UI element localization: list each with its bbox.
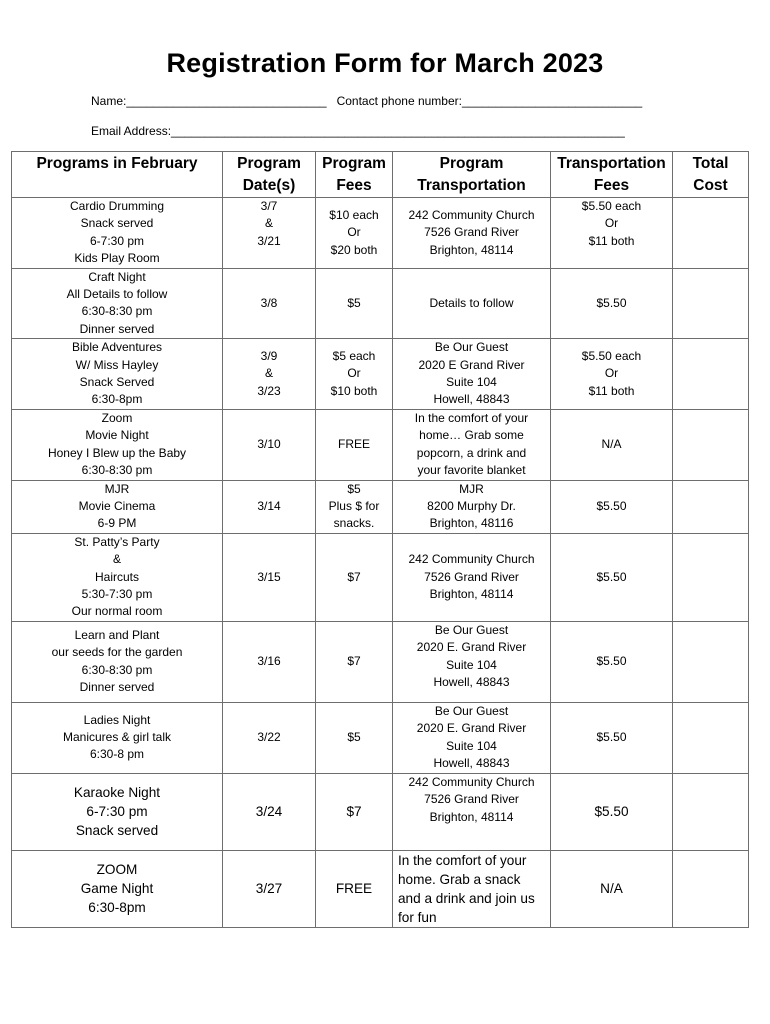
header-text: Fees — [336, 177, 372, 194]
cell-text: Howell, 48843 — [433, 674, 510, 689]
cell-text: 5:30-7:30 pm — [81, 586, 153, 601]
cell-text: Haircuts — [94, 569, 139, 584]
transport-fees-cell — [551, 621, 673, 702]
cell-text: FREE — [337, 436, 370, 451]
cell-text: Or — [347, 225, 361, 240]
cell-text: popcorn, a drink and — [416, 445, 527, 460]
table-row — [12, 268, 749, 339]
total-cost-input[interactable] — [673, 773, 749, 850]
fees-cell — [316, 850, 393, 927]
transport-fees-cell — [551, 773, 673, 850]
total-cost-input[interactable] — [673, 198, 749, 269]
registration-table — [11, 151, 749, 928]
cell-text: our seeds for the garden — [51, 645, 183, 660]
table-body — [12, 198, 749, 928]
cell-text: 6:30-8 pm — [89, 747, 145, 762]
cell-text: 3/23 — [257, 383, 281, 398]
cell-text: $5.50 — [596, 654, 627, 669]
cell-text: & — [112, 552, 121, 567]
table-row — [12, 480, 749, 533]
cell-text: Brighton, 48116 — [429, 516, 514, 531]
cell-text: Or — [604, 216, 619, 231]
transport-fees-cell — [551, 409, 673, 480]
cell-text: & — [264, 216, 273, 231]
program-cell — [12, 339, 223, 410]
table-row — [12, 850, 749, 927]
cell-text: Suite 104 — [446, 657, 497, 672]
cell-text: and a drink and join us — [398, 890, 535, 906]
cell-text: Howell, 48843 — [433, 756, 510, 771]
program-cell — [12, 268, 223, 339]
cell-text: & — [264, 366, 273, 381]
cell-text: Cardio Drumming — [69, 199, 165, 213]
cell-text: Snack Served — [79, 375, 155, 390]
header-text: Programs in February — [36, 155, 198, 172]
cell-text: $11 both — [588, 233, 635, 248]
header-program — [12, 152, 223, 198]
transportation-cell — [393, 621, 551, 702]
cell-text: N/A — [601, 436, 622, 451]
cell-text: N/A — [600, 881, 623, 897]
transport-fees-cell — [551, 339, 673, 410]
header-text: Transportation — [417, 177, 526, 194]
cell-text: 3/15 — [257, 569, 281, 584]
total-cost-input[interactable] — [673, 533, 749, 621]
cell-text: Movie Cinema — [78, 498, 156, 513]
fees-cell — [316, 339, 393, 410]
cell-text: Karaoke Night — [73, 785, 161, 801]
transportation-cell — [393, 409, 551, 480]
dates-cell — [223, 533, 316, 621]
table-header-row — [12, 152, 749, 198]
cell-text: 3/27 — [255, 881, 283, 897]
cell-text: Ladies Night — [83, 712, 151, 727]
cell-text: $20 both — [330, 242, 378, 257]
cell-text: 3/9 — [260, 348, 278, 363]
cell-text: Snack served — [75, 823, 159, 839]
cell-text: 2020 E Grand River — [418, 357, 525, 372]
cell-text: 6-7:30 pm — [89, 233, 145, 248]
header-transportation — [393, 152, 551, 198]
cell-text: 2020 E. Grand River — [416, 721, 527, 736]
cell-text: 3/10 — [257, 436, 281, 451]
cell-text: 2020 E. Grand River — [416, 640, 527, 655]
cell-text: Dinner served — [79, 321, 155, 336]
program-cell — [12, 480, 223, 533]
cell-text: 3/8 — [260, 295, 278, 310]
fees-cell — [316, 702, 393, 773]
table-row — [12, 409, 749, 480]
program-cell — [12, 621, 223, 702]
total-cost-input[interactable] — [673, 850, 749, 927]
cell-text: $10 each — [329, 207, 379, 222]
table-row — [12, 773, 749, 850]
cell-text: 6:30-8pm — [88, 900, 146, 916]
header-text: Program — [439, 155, 504, 172]
dates-cell — [223, 198, 316, 269]
total-cost-input[interactable] — [673, 339, 749, 410]
cell-text: Kids Play Room — [74, 251, 160, 266]
cell-text: 6:30-8:30 pm — [81, 304, 153, 319]
transportation-cell — [393, 773, 551, 850]
cell-text: $5 — [347, 730, 361, 745]
cell-text: 3/21 — [257, 233, 281, 248]
cell-text: Be Our Guest — [434, 703, 509, 718]
header-transport-fees — [551, 152, 673, 198]
cell-text: Learn and Plant — [74, 627, 160, 642]
header-text: Cost — [693, 177, 728, 194]
cell-text: snacks. — [333, 516, 375, 531]
cell-text: 3/22 — [257, 730, 281, 745]
fees-cell — [316, 409, 393, 480]
cell-text: $5.50 — [596, 295, 627, 310]
cell-text: Our normal room — [71, 604, 163, 619]
cell-text: 7526 Grand River — [424, 792, 519, 807]
cell-text: Or — [347, 366, 361, 381]
dates-cell — [223, 409, 316, 480]
cell-text: 6-9 PM — [97, 516, 137, 531]
cell-text: 6:30-8:30 pm — [81, 662, 153, 677]
cell-text: $5 — [347, 295, 361, 310]
cell-text: Brighton, 48114 — [429, 809, 514, 824]
header-text: Transportation — [557, 155, 666, 172]
cell-text: FREE — [335, 881, 373, 897]
cell-text: $5.50 — [596, 730, 627, 745]
cell-text: Brighton, 48114 — [429, 242, 514, 257]
cell-text: Details to follow — [429, 295, 514, 310]
transport-fees-cell — [551, 702, 673, 773]
cell-text: Suite 104 — [446, 375, 497, 390]
fees-cell — [316, 533, 393, 621]
transport-fees-cell — [551, 480, 673, 533]
fees-cell — [316, 621, 393, 702]
transportation-cell — [393, 268, 551, 339]
table-row — [12, 533, 749, 621]
transport-fees-cell — [551, 198, 673, 269]
cell-text: $5.50 each — [581, 348, 642, 363]
cell-text: Howell, 48843 — [433, 392, 510, 407]
form-title: Registration Form for March 2023 — [166, 48, 604, 78]
cell-text: Zoom — [101, 410, 133, 425]
cell-text: for fun — [398, 909, 437, 925]
total-cost-input[interactable] — [673, 702, 749, 773]
cell-text: $5.50 — [596, 498, 627, 513]
cell-text: 3/7 — [260, 199, 278, 213]
cell-text: $5.50 — [594, 804, 629, 820]
cell-text: $7 — [346, 804, 362, 820]
cell-text: $10 both — [330, 383, 378, 398]
cell-text: Or — [604, 366, 619, 381]
cell-text: St. Patty’s Party — [74, 534, 160, 549]
transportation-cell — [393, 339, 551, 410]
cell-text: 242 Community Church — [408, 552, 535, 567]
transport-fees-cell — [551, 533, 673, 621]
fees-cell — [316, 773, 393, 850]
email-field[interactable]: Email Address:____________________________________________________________________ — [91, 124, 625, 138]
transportation-cell — [393, 702, 551, 773]
fees-cell — [316, 480, 393, 533]
table-row — [12, 702, 749, 773]
cell-text: In the comfort of your — [414, 410, 529, 425]
cell-text: Movie Night — [85, 428, 149, 443]
program-cell — [12, 850, 223, 927]
dates-cell — [223, 621, 316, 702]
cell-text: MJR — [104, 481, 130, 496]
dates-cell — [223, 773, 316, 850]
cell-text: Snack served — [80, 216, 154, 231]
cell-text: your favorite blanket — [417, 463, 526, 478]
cell-text: Game Night — [80, 881, 154, 897]
cell-text: 7526 Grand River — [424, 225, 519, 240]
dates-cell — [223, 339, 316, 410]
header-text: Program — [322, 155, 386, 172]
header-fees — [316, 152, 393, 198]
transportation-cell — [393, 850, 551, 927]
cell-text: W/ Miss Hayley — [75, 357, 159, 372]
table-row — [12, 198, 749, 269]
cell-text: $5.50 each — [581, 199, 642, 213]
cell-text: $5 — [347, 481, 361, 496]
dates-cell — [223, 850, 316, 927]
cell-text: Honey I Blew up the Baby — [47, 445, 187, 460]
program-cell — [12, 198, 223, 269]
email-line — [91, 124, 625, 138]
header-text: Date(s) — [242, 177, 296, 194]
cell-text: ZOOM — [96, 862, 138, 878]
table-row — [12, 339, 749, 410]
cell-text: MJR — [459, 481, 484, 496]
cell-text: $7 — [347, 569, 361, 584]
dates-cell — [223, 702, 316, 773]
transport-fees-cell — [551, 268, 673, 339]
cell-text: home… Grab some — [419, 428, 524, 443]
dates-cell — [223, 268, 316, 339]
phone-field[interactable]: Contact phone number:___________________________ — [336, 94, 643, 108]
header-text: Total — [692, 155, 729, 172]
fees-cell — [316, 198, 393, 269]
cell-text: Be Our Guest — [434, 340, 509, 355]
cell-text: In the comfort of your — [398, 852, 527, 868]
cell-text: 3/24 — [255, 804, 283, 820]
cell-text: 242 Community Church — [408, 774, 535, 789]
program-cell — [12, 773, 223, 850]
total-cost-input[interactable] — [673, 621, 749, 702]
total-cost-input[interactable] — [673, 409, 749, 480]
cell-text: home. Grab a snack — [398, 871, 521, 887]
transport-fees-cell — [551, 850, 673, 927]
transportation-cell — [393, 533, 551, 621]
fees-cell — [316, 268, 393, 339]
cell-text: Craft Night — [88, 269, 146, 284]
cell-text: $5 each — [332, 348, 376, 363]
program-cell — [12, 533, 223, 621]
cell-text: Dinner served — [79, 680, 155, 695]
transportation-cell — [393, 198, 551, 269]
dates-cell — [223, 480, 316, 533]
cell-text: $11 both — [588, 383, 635, 398]
cell-text: Bible Adventures — [71, 340, 163, 355]
header-dates — [223, 152, 316, 198]
table-row — [12, 621, 749, 702]
cell-text: 3/16 — [257, 654, 281, 669]
cell-text: $7 — [347, 654, 361, 669]
transportation-cell — [393, 480, 551, 533]
cell-text: 6:30-8pm — [91, 392, 143, 407]
name-field[interactable]: Name:______________________________ — [91, 94, 327, 108]
cell-text: $5.50 — [596, 569, 627, 584]
header-total-cost — [673, 152, 749, 198]
cell-text: Manicures & girl talk — [62, 730, 172, 745]
program-cell — [12, 409, 223, 480]
header-text: Fees — [593, 177, 630, 194]
cell-text: Suite 104 — [446, 738, 497, 753]
cell-text: Plus $ for — [328, 498, 380, 513]
contact-line — [91, 94, 642, 108]
header-text: Program — [237, 155, 301, 172]
cell-text: 6-7:30 pm — [86, 804, 148, 820]
cell-text: 8200 Murphy Dr. — [427, 498, 516, 513]
program-cell — [12, 702, 223, 773]
cell-text: 3/14 — [257, 498, 281, 513]
total-cost-input[interactable] — [673, 480, 749, 533]
cell-text: 6:30-8:30 pm — [81, 463, 153, 478]
cell-text: 7526 Grand River — [424, 569, 519, 584]
cell-text: Be Our Guest — [434, 622, 509, 637]
total-cost-input[interactable] — [673, 268, 749, 339]
cell-text: 242 Community Church — [408, 207, 535, 222]
cell-text: Brighton, 48114 — [429, 586, 514, 601]
cell-text: All Details to follow — [66, 287, 168, 302]
